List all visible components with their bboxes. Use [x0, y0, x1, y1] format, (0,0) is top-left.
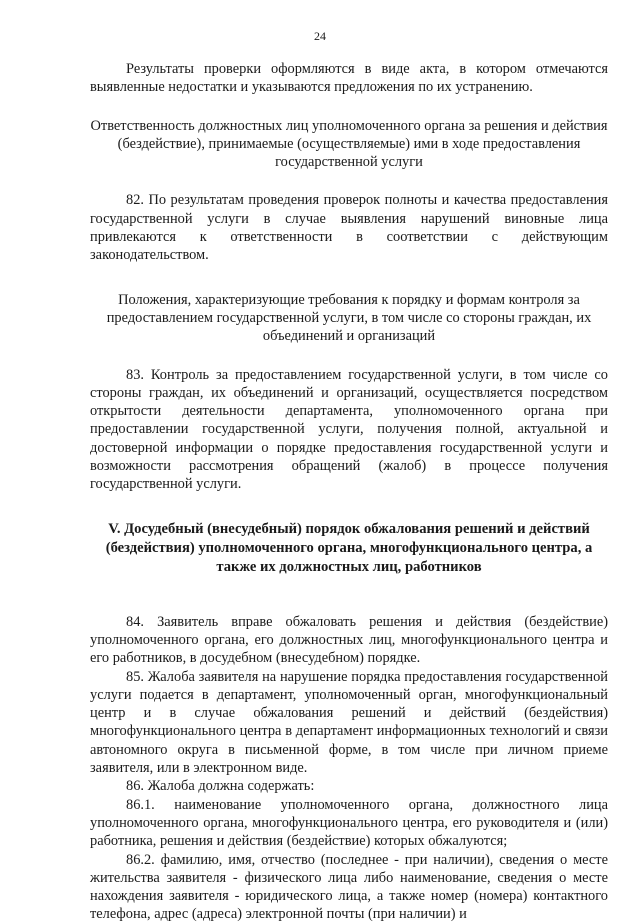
heading-control-provisions: Положения, характеризующие требования к порядку и формам контроля за предоставлением государственной услуги, в том числе со стороны граждан, их объединений и организаций [106, 291, 592, 345]
paragraph-84: 84. Заявитель вправе обжаловать решения и действия (бездействие) уполномоченного органа, его должностных лиц, многофункционального центра и его работников, в досудебном (внесудебном) порядке. [90, 613, 608, 667]
paragraph-results: Результаты проверки оформляются в виде акта, в котором отмечаются выявленные недостатки и указываются предложения по их устранению. [90, 61, 608, 96]
paragraph-86-1: 86.1. наименование уполномоченного органа, должностного лица уполномоченного органа, многофункционального центра, его руководителя и (или) работника, решения и действия (бездействие) которых обжалуются; [90, 796, 608, 850]
paragraph-86: 86. Жалоба должна содержать: [126, 778, 315, 795]
section-5-title: V. Досудебный (внесудебный) порядок обжалования решений и действий (бездействия) уполномоченного органа, многофункционального центра, а также их должностных лиц, работников [105, 520, 593, 575]
paragraph-82: 82. По результатам проведения проверок полноты и качества предоставления государственной услуги в случае выявления нарушений виновные лица привлекаются к ответственности в соответствии с действующим законодательством. [90, 192, 608, 264]
heading-responsibility: Ответственность должностных лиц уполномоченного органа за решения и действия (бездействие), принимаемые (осуществляемые) ими в ходе предоставления государственной услуги [90, 117, 608, 171]
paragraph-86-2: 86.2. фамилию, имя, отчество (последнее - при наличии), сведения о месте жительства заявителя - физического лица либо наименование, сведения о месте нахождения заявителя - юридического лица, а также номер (номера) контактного телефона, адрес (адреса) электронной почты (при наличии) и [90, 851, 608, 923]
paragraph-85: 85. Жалоба заявителя на нарушение порядка предоставления государственной услуги подается в департамент, уполномоченный орган, многофункциональный центр и в случае обжалования решений и действий (бездействия) многофункционального центра в департамент информационных технологий и связи автономного округа в письменной форме, в том числе при личном приеме заявителя, или в электронном виде. [90, 668, 608, 777]
paragraph-83: 83. Контроль за предоставлением государственной услуги, в том числе со стороны граждан, их объединений и организаций, осуществляется посредством открытости деятельности департамента, уполномоченного органа при предоставлении государственной услуги, получения полной, актуальной и достоверной информации о порядке предоставления государственной услуги и возможности рассмотрения обращений (жалоб) в процессе получения государственной услуги. [90, 366, 608, 493]
document-body [90, 60, 608, 924]
page-number: 24 [314, 29, 326, 43]
